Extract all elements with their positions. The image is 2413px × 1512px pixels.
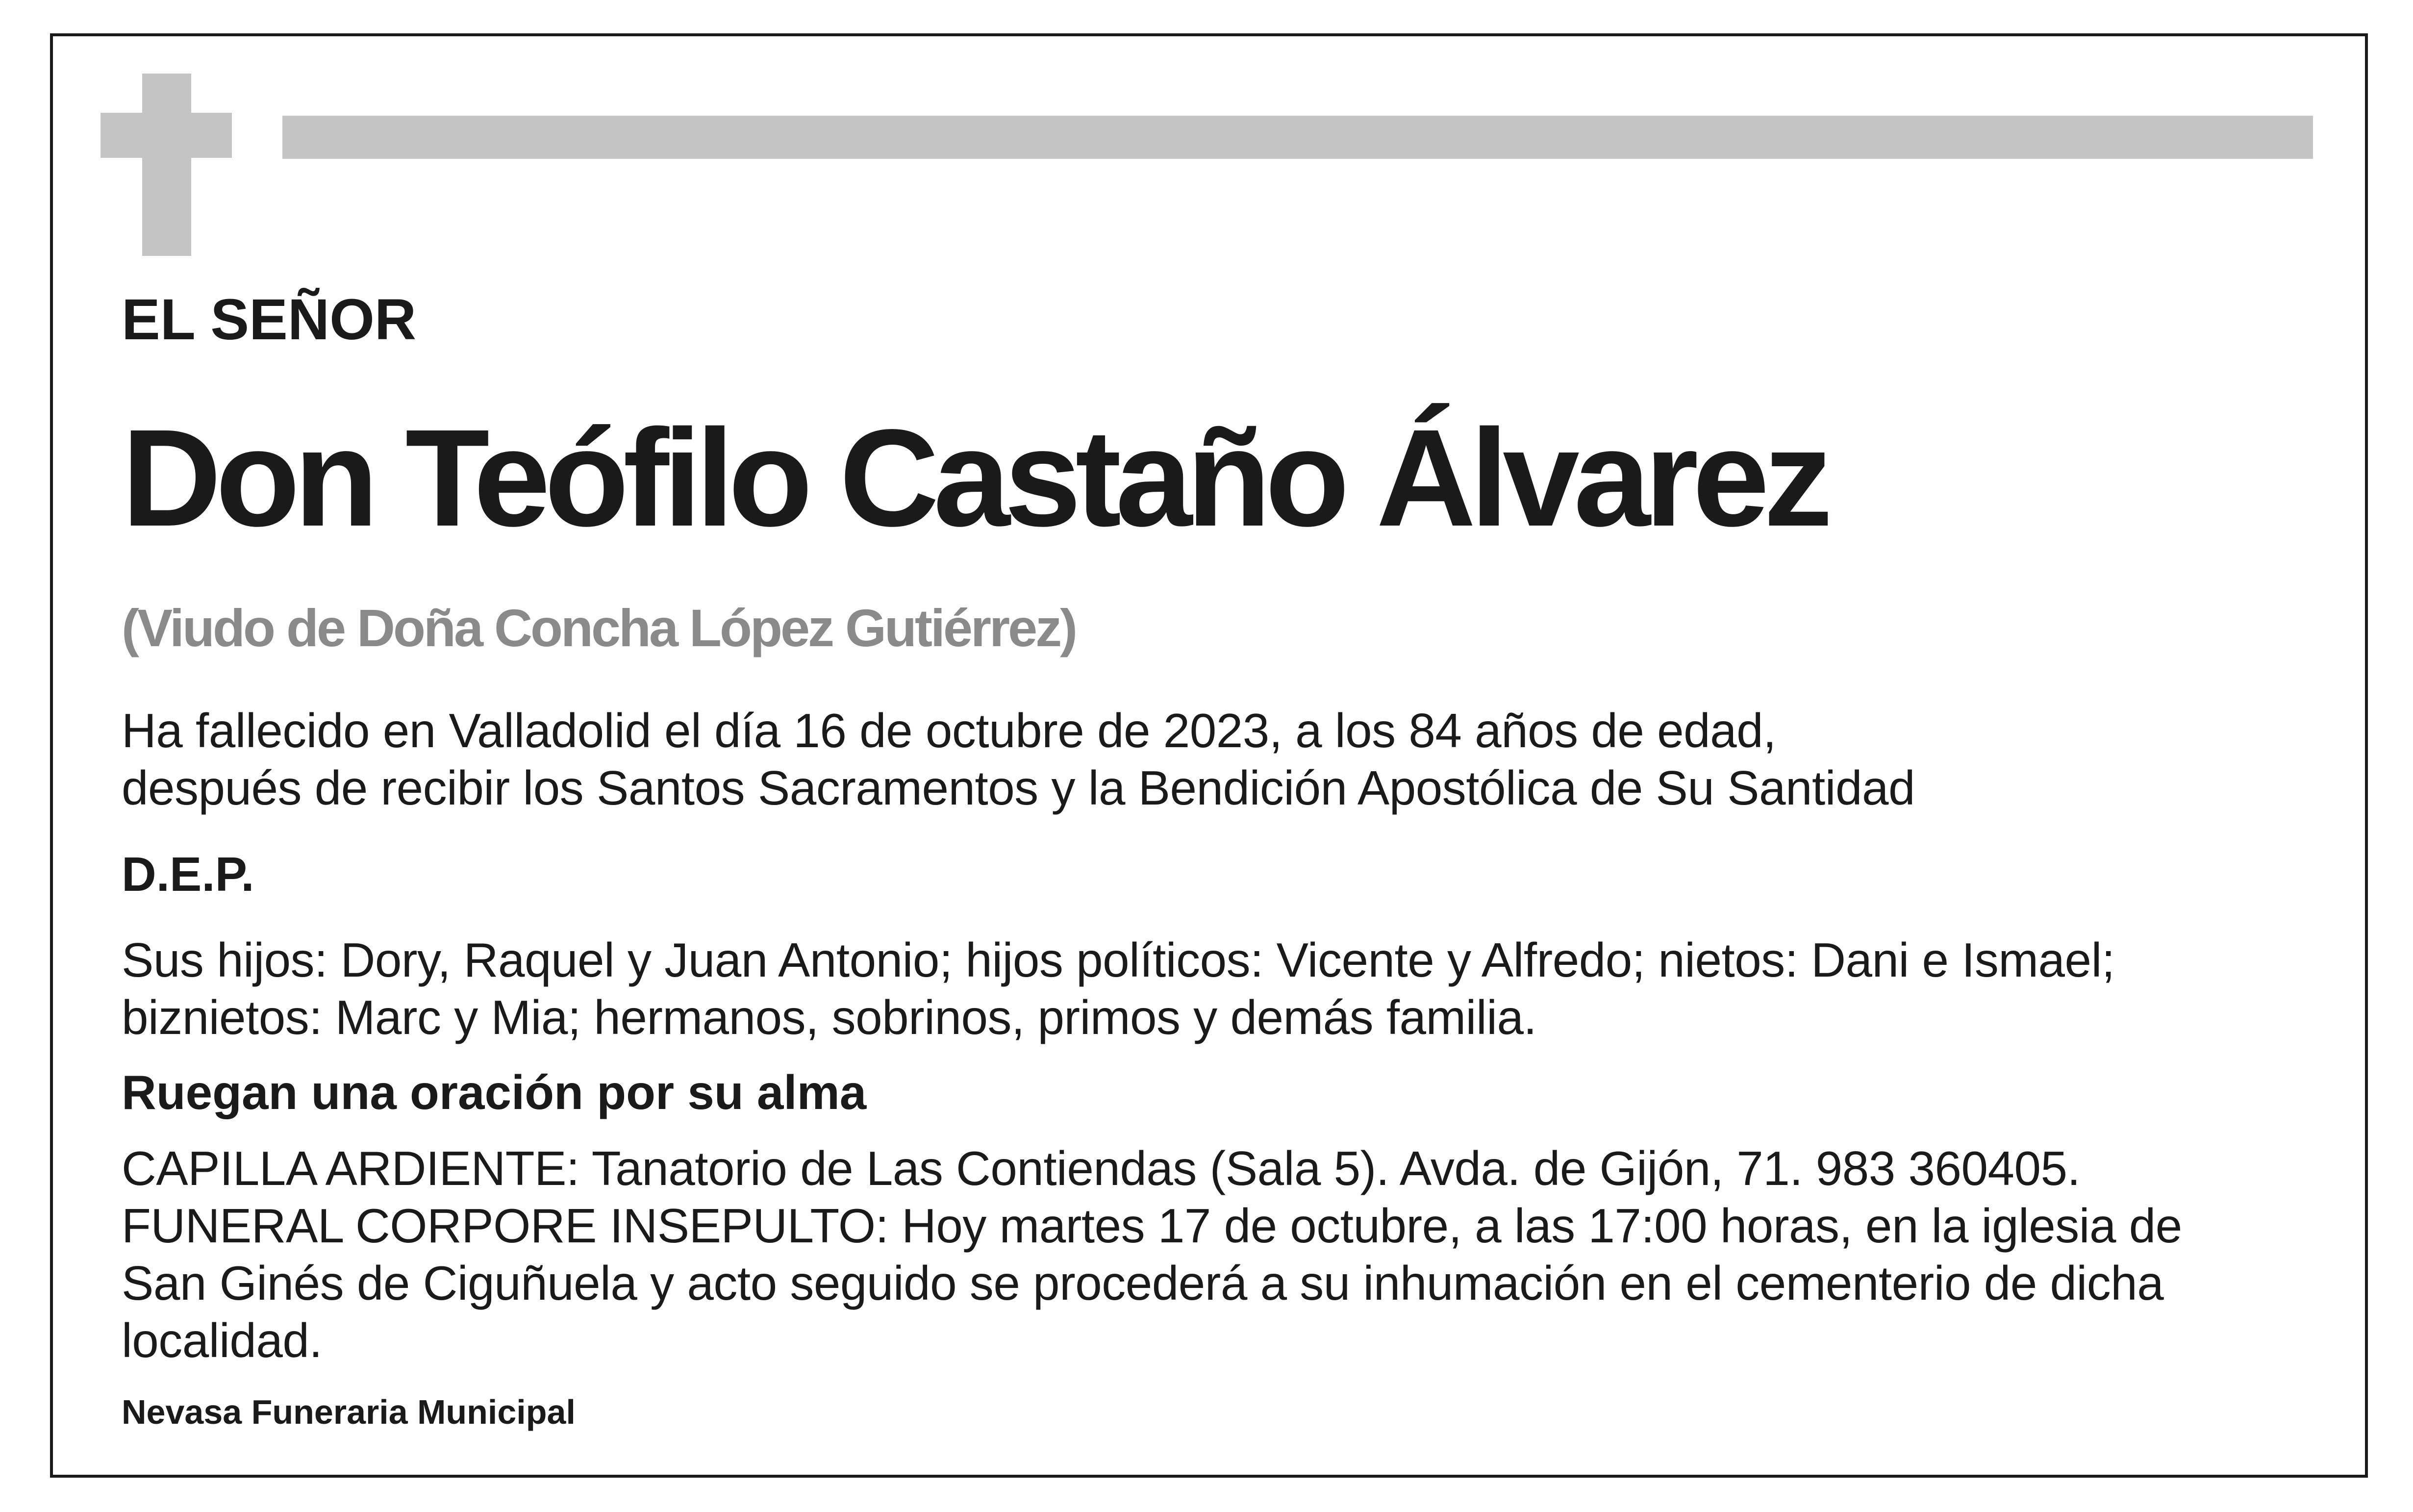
family-list-line: biznietos: Marc y Mia; hermanos, sobrinos, primos y demás familia. (122, 990, 1537, 1044)
header-divider-bar (282, 116, 2313, 159)
honorific-prefix: EL SEÑOR (122, 287, 417, 352)
funeral-details-line: CAPILLA ARDIENTE: Tanatorio de Las Contiendas (Sala 5). Avda. de Gijón, 71. 983 360405. (122, 1141, 2081, 1195)
family-list (122, 932, 2115, 1046)
death-announcement-line: Ha fallecido en Valladolid el día 16 de octubre de 2023, a los 84 años de edad, (122, 704, 1776, 757)
prayer-request: Ruegan una oración por su alma (122, 1065, 867, 1119)
deceased-name: Don Teófilo Castaño Álvarez (122, 401, 1827, 555)
rest-in-peace: D.E.P. (122, 847, 254, 901)
funeral-details (122, 1140, 2182, 1369)
funeral-home-name: Nevasa Funeraria Municipal (122, 1393, 576, 1431)
cross-vertical-bar (142, 74, 191, 256)
death-announcement-line: después de recibir los Santos Sacramentos y la Bendición Apostólica de Su Santidad (122, 761, 1915, 815)
widow-note: (Viudo de Doña Concha López Gutiérrez) (122, 598, 1076, 657)
family-list-line: Sus hijos: Dory, Raquel y Juan Antonio; hijos políticos: Vicente y Alfredo; nietos: Dani e Ismael; (122, 933, 2115, 987)
death-announcement (122, 702, 1915, 817)
cross-horizontal-bar (101, 113, 232, 158)
funeral-details-line: San Ginés de Ciguñuela y acto seguido se procederá a su inhumación en el cementerio de dicha (122, 1256, 2164, 1310)
funeral-details-line: localidad. (122, 1313, 323, 1367)
funeral-details-line: FUNERAL CORPORE INSEPULTO: Hoy martes 17 de octubre, a las 17:00 horas, en la iglesia de (122, 1199, 2182, 1253)
